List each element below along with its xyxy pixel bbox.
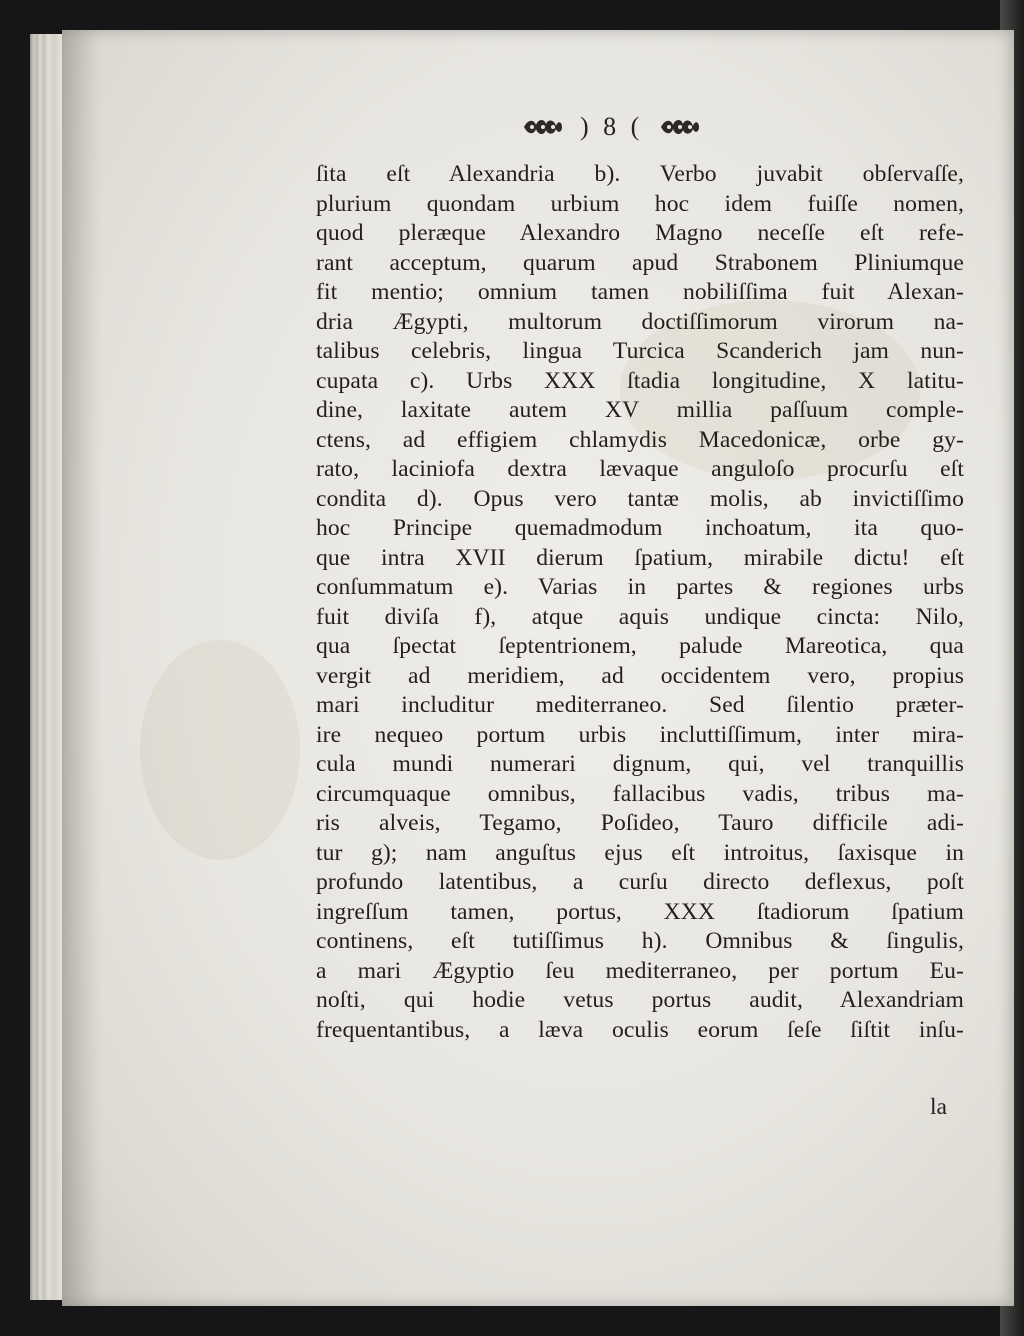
- fleuron-ornament-icon: [520, 116, 566, 138]
- text-line: mari includitur mediterraneo. Sed ſilentio præter-: [316, 692, 964, 718]
- text-line: talibus celebris, lingua Turcica Scanderich jam nun-: [316, 338, 964, 364]
- text-line: ingreſſum tamen, portus, XXX ſtadiorum ſpatium: [316, 898, 964, 925]
- fleuron-ornament-icon: [657, 116, 703, 138]
- text-line: fuit diviſa f), atque aquis undique cincta: Nilo,: [316, 603, 964, 630]
- text-line: cupata c). Urbs XXX ſtadia longitudine, X latitu-: [316, 367, 964, 394]
- text-line: profundo latentibus, a curſu directo deflexus, poſt: [316, 869, 964, 895]
- page-number: ) 8 (: [580, 112, 644, 141]
- text-line: plurium quondam urbium hoc idem fuiſſe nomen,: [316, 190, 964, 217]
- text-line: tur g); nam anguſtus ejus eſt introitus, ſaxisque in: [316, 839, 964, 866]
- text-line: qua ſpectat ſeptentrionem, palude Mareotica, qua: [316, 633, 964, 659]
- text-line: noſti, qui hodie vetus portus audit, Alexandriam: [316, 987, 964, 1013]
- text-line: ire nequeo portum urbis incluttiſſimum, inter mira-: [316, 721, 964, 748]
- text-line: quod pleræque Alexandro Magno neceſſe eſt refe-: [316, 220, 964, 246]
- running-header: [520, 110, 780, 144]
- text-line: condita d). Opus vero tantæ molis, ab invictiſſimo: [316, 485, 964, 512]
- text-line: cula mundi numerari dignum, qui, vel tranquillis: [316, 751, 964, 777]
- text-line: rato, laciniofa dextra lævaque anguloſo procurſu eſt: [316, 456, 964, 482]
- text-line: que intra XVII dierum ſpatium, mirabile dictu! eſt: [316, 544, 964, 571]
- text-line: circumquaque omnibus, fallacibus vadis, tribus ma-: [316, 780, 964, 807]
- text-line: ſita eſt Alexandria b). Verbo juvabit obſervaſſe,: [316, 161, 964, 187]
- text-line: conſummatum e). Varias in partes & regiones urbs: [316, 574, 964, 600]
- text-line: continens, eſt tutiſſimus h). Omnibus & ſingulis,: [316, 928, 964, 954]
- text-line: fit mentio; omnium tamen nobiliſſima fuit Alexan-: [316, 279, 964, 305]
- body-text: [316, 160, 964, 1045]
- text-line: hoc Principe quemadmodum inchoatum, ita quo-: [316, 515, 964, 541]
- text-line: rant acceptum, quarum apud Strabonem Pliniumque: [316, 249, 964, 276]
- text-line: ctens, ad effigiem chlamydis Macedonicæ, orbe gy-: [316, 426, 964, 453]
- text-line: dine, laxitate autem XV millia paſſuum comple-: [316, 397, 964, 423]
- text-line: ris alveis, Tegamo, Poſideo, Tauro difficile adi-: [316, 810, 964, 836]
- catchword: la: [930, 1094, 948, 1120]
- text-line: a mari Ægyptio ſeu mediterraneo, per portum Eu-: [316, 957, 964, 984]
- text-line: frequentantibus, a læva oculis eorum ſeſe ſiſtit inſu-: [316, 1016, 964, 1043]
- text-line: dria Ægypti, multorum doctiſſimorum virorum na-: [316, 308, 964, 335]
- gutter-shadow: [62, 30, 102, 1306]
- paper-stain: [140, 640, 300, 860]
- text-line: vergit ad meridiem, ad occidentem vero, propius: [316, 662, 964, 689]
